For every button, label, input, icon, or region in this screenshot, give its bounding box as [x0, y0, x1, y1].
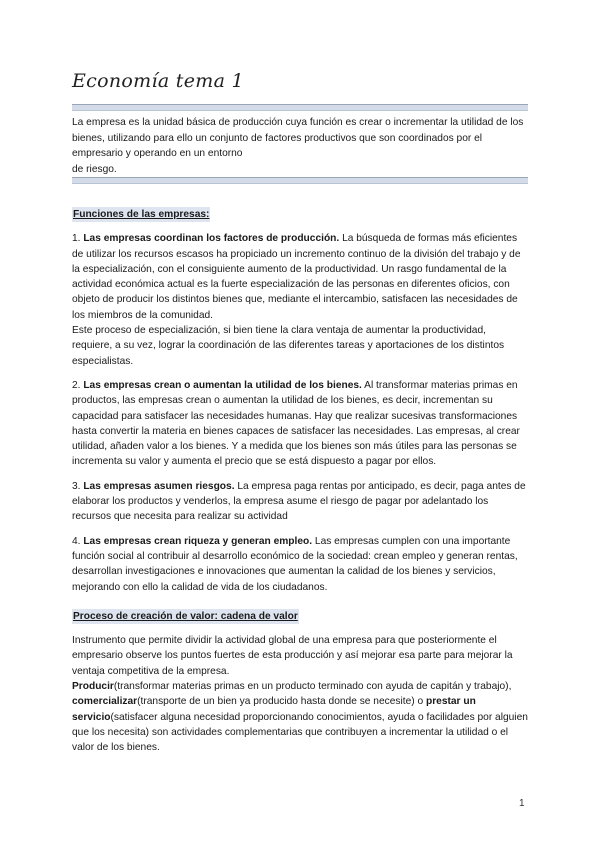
- funcion-item-4: 4. Las empresas crean riqueza y generan empleo. Las empresas cumplen con una importante función social al contribuir al desarrollo económico de la sociedad: crean empleo y generan rentas, desarrollan investigaciones e innovaciones que aumentan la calidad de los bienes y servicios, mejorando con ello la calidad de vida de los ciudadanos.: [72, 535, 518, 593]
- funcion-item-3: 3. Las empresas asumen riesgos. La empresa paga rentas por anticipado, es decir, paga antes de elaborar los productos y venderlos, la empresa asume el riesgo de pagar por adelantado los recursos que necesita para realizar su actividad: [72, 480, 526, 523]
- cadena-intro: Instrumento que permite dividir la actividad global de una empresa para que posteriormente el empresario observe los puntos fuertes de esta producción y así mejorar esa parte para mejorar la ventaja competitiva de la empresa.: [72, 635, 513, 677]
- funcion-item-2-title: Las empresas crean o aumentan la utilidad de los bienes.: [83, 379, 362, 391]
- highlight-rule-top: [72, 104, 528, 111]
- cadena-activities: Producir(transformar materias primas en un producto terminado con ayuda de capitán y trabajo), comercializar(transporte de un bien ya producido hasta donde se necesite) o prestar un servicio(satisfacer alguna necesidad proporcionando conocimientos, ayuda o facilidades por alguien que los necesita) son actividades complementarias que contribuyen a incrementar la utilidad o el valor de los bienes.: [72, 681, 528, 754]
- page-number: 1: [519, 798, 525, 809]
- intro-text: La empresa es la unidad básica de producción cuya función es crear o incrementar la utilidad de los bienes, utilizando para ello un conjunto de factores productivos que son coordinados por el empresario y operando en un entorno: [72, 117, 524, 159]
- document-title: Economía tema 1: [72, 70, 244, 92]
- funcion-item-1-title: Las empresas coordinan los factores de producción.: [83, 233, 340, 245]
- funcion-item-1-extra: Este proceso de especialización, si bien tiene la clara ventaja de aumentar la productividad, requiere, a su vez, lograr la coordinación de las diferentes tareas y aportaciones de los distintos especialistas.: [72, 325, 505, 367]
- intro-text-end: de riesgo.: [72, 163, 117, 175]
- funcion-item-4-title: Las empresas crean riqueza y generan empleo.: [83, 535, 313, 547]
- funcion-item-3-title: Las empresas asumen riesgos.: [83, 480, 235, 492]
- cadena-heading: Proceso de creación de valor: cadena de valor: [72, 609, 299, 624]
- funciones-heading: Funciones de las empresas:: [72, 207, 210, 222]
- funcion-item-2: 2. Las empresas crean o aumentan la utilidad de los bienes. Al transformar materias primas en productos, las empresas crean o aumentan la utilidad de los bienes, es decir, incrementan su capacidad para satisfacer las necesidades humanas. Hay que realizar sucesivas transformaciones hasta convertir la materia en bienes capaces de satisfacer las necesidades. Las empresas, al crear utilidad, añaden valor a los bienes. Y a medida que los bienes son más útiles para las personas se incrementa su valor y aumenta el precio que se está dispuesto a pagar por ellos.: [72, 379, 520, 468]
- funcion-item-1: 1. Las empresas coordinan los factores de producción. La búsqueda de formas más eficientes de utilizar los recursos escasos ha propiciado un incremento continuo de la división del trabajo y de la especialización, con el consiguiente aumento de la productividad. Un rasgo fundamental de la actividad económica actual es la fuerte especialización de las personas en diferentes oficios, con objeto de producir los distintos bienes que, mediante el intercambio, satisfacen las necesidades de los miembros de la comunidad.: [72, 233, 521, 321]
- funciones-section: [72, 207, 528, 756]
- intro-paragraph: [72, 115, 528, 177]
- highlight-rule-bottom: [72, 177, 528, 184]
